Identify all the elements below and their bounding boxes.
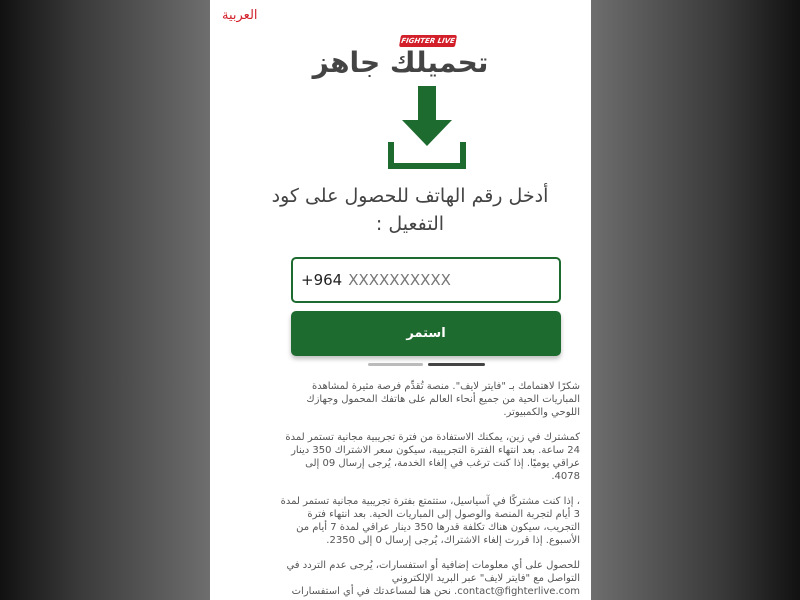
info-paragraph-zain: كمشترك في زين، يمكنك الاستفادة من فترة تجريبية مجانية تستمر لمدة 24 ساعة. بعد انتهاء الفترة التجريبية، سيكون سعر الاشتراك 350 دينار عراقي يوميًا. إذا كنت ترغب في إلغاء الخدمة، يُرجى إرسال 09 إلى 4078. bbox=[285, 432, 580, 482]
terms-info bbox=[275, 380, 580, 600]
fighter-live-logo: FIGHTER LIVE bbox=[400, 37, 456, 45]
info-paragraph-asiacell: ، إذا كنت مشتركًا في آسياسيل، ستتمتع بفترة تجريبية مجانية تستمر لمدة 3 أيام لتجربة المنصة والوصول إلى المباريات الحية. بعد انتهاء فترة التجريب، سيكون هناك تكلفة قدرها 350 دينار عراقي لمدة 7 أيام من الأسبوع. إذا قررت إلغاء الاشتراك، يُرجى إرسال 0 إلى 2350. bbox=[280, 496, 580, 546]
continue-button[interactable]: استمر bbox=[291, 311, 561, 356]
phone-number-input[interactable] bbox=[348, 271, 528, 289]
language-switch-link[interactable]: العربية bbox=[222, 8, 258, 23]
carousel-indicator bbox=[368, 363, 488, 366]
country-code-prefix: +964 bbox=[301, 271, 343, 289]
carousel-dot[interactable] bbox=[368, 363, 423, 366]
info-paragraph-intro: شكرًا لاهتمامك بـ "فايتر لايف". منصة تُقدِّم فرصة مثيرة لمشاهدة المباريات الحية من جميع أنحاء العالم على هاتفك المحمول وجهازك اللوحي والكمبيوتر. bbox=[306, 381, 580, 418]
phone-instruction: أدخل رقم الهاتف للحصول على كود التفعيل : bbox=[271, 185, 549, 235]
landing-page bbox=[210, 0, 591, 600]
page-title: تحميلك جاهز bbox=[312, 46, 489, 79]
carousel-dot-active[interactable] bbox=[428, 363, 485, 366]
phone-field[interactable] bbox=[291, 257, 561, 303]
download-icon bbox=[388, 86, 466, 172]
info-paragraph-contact: للحصول على أي معلومات إضافية أو استفسارات، يُرجى عدم التردد في التواصل مع "فايتر لايف" عبر البريد الإلكتروني contact@fighterlive.com. نحن هنا لمساعدتك في أي استفسارات bbox=[286, 560, 580, 597]
